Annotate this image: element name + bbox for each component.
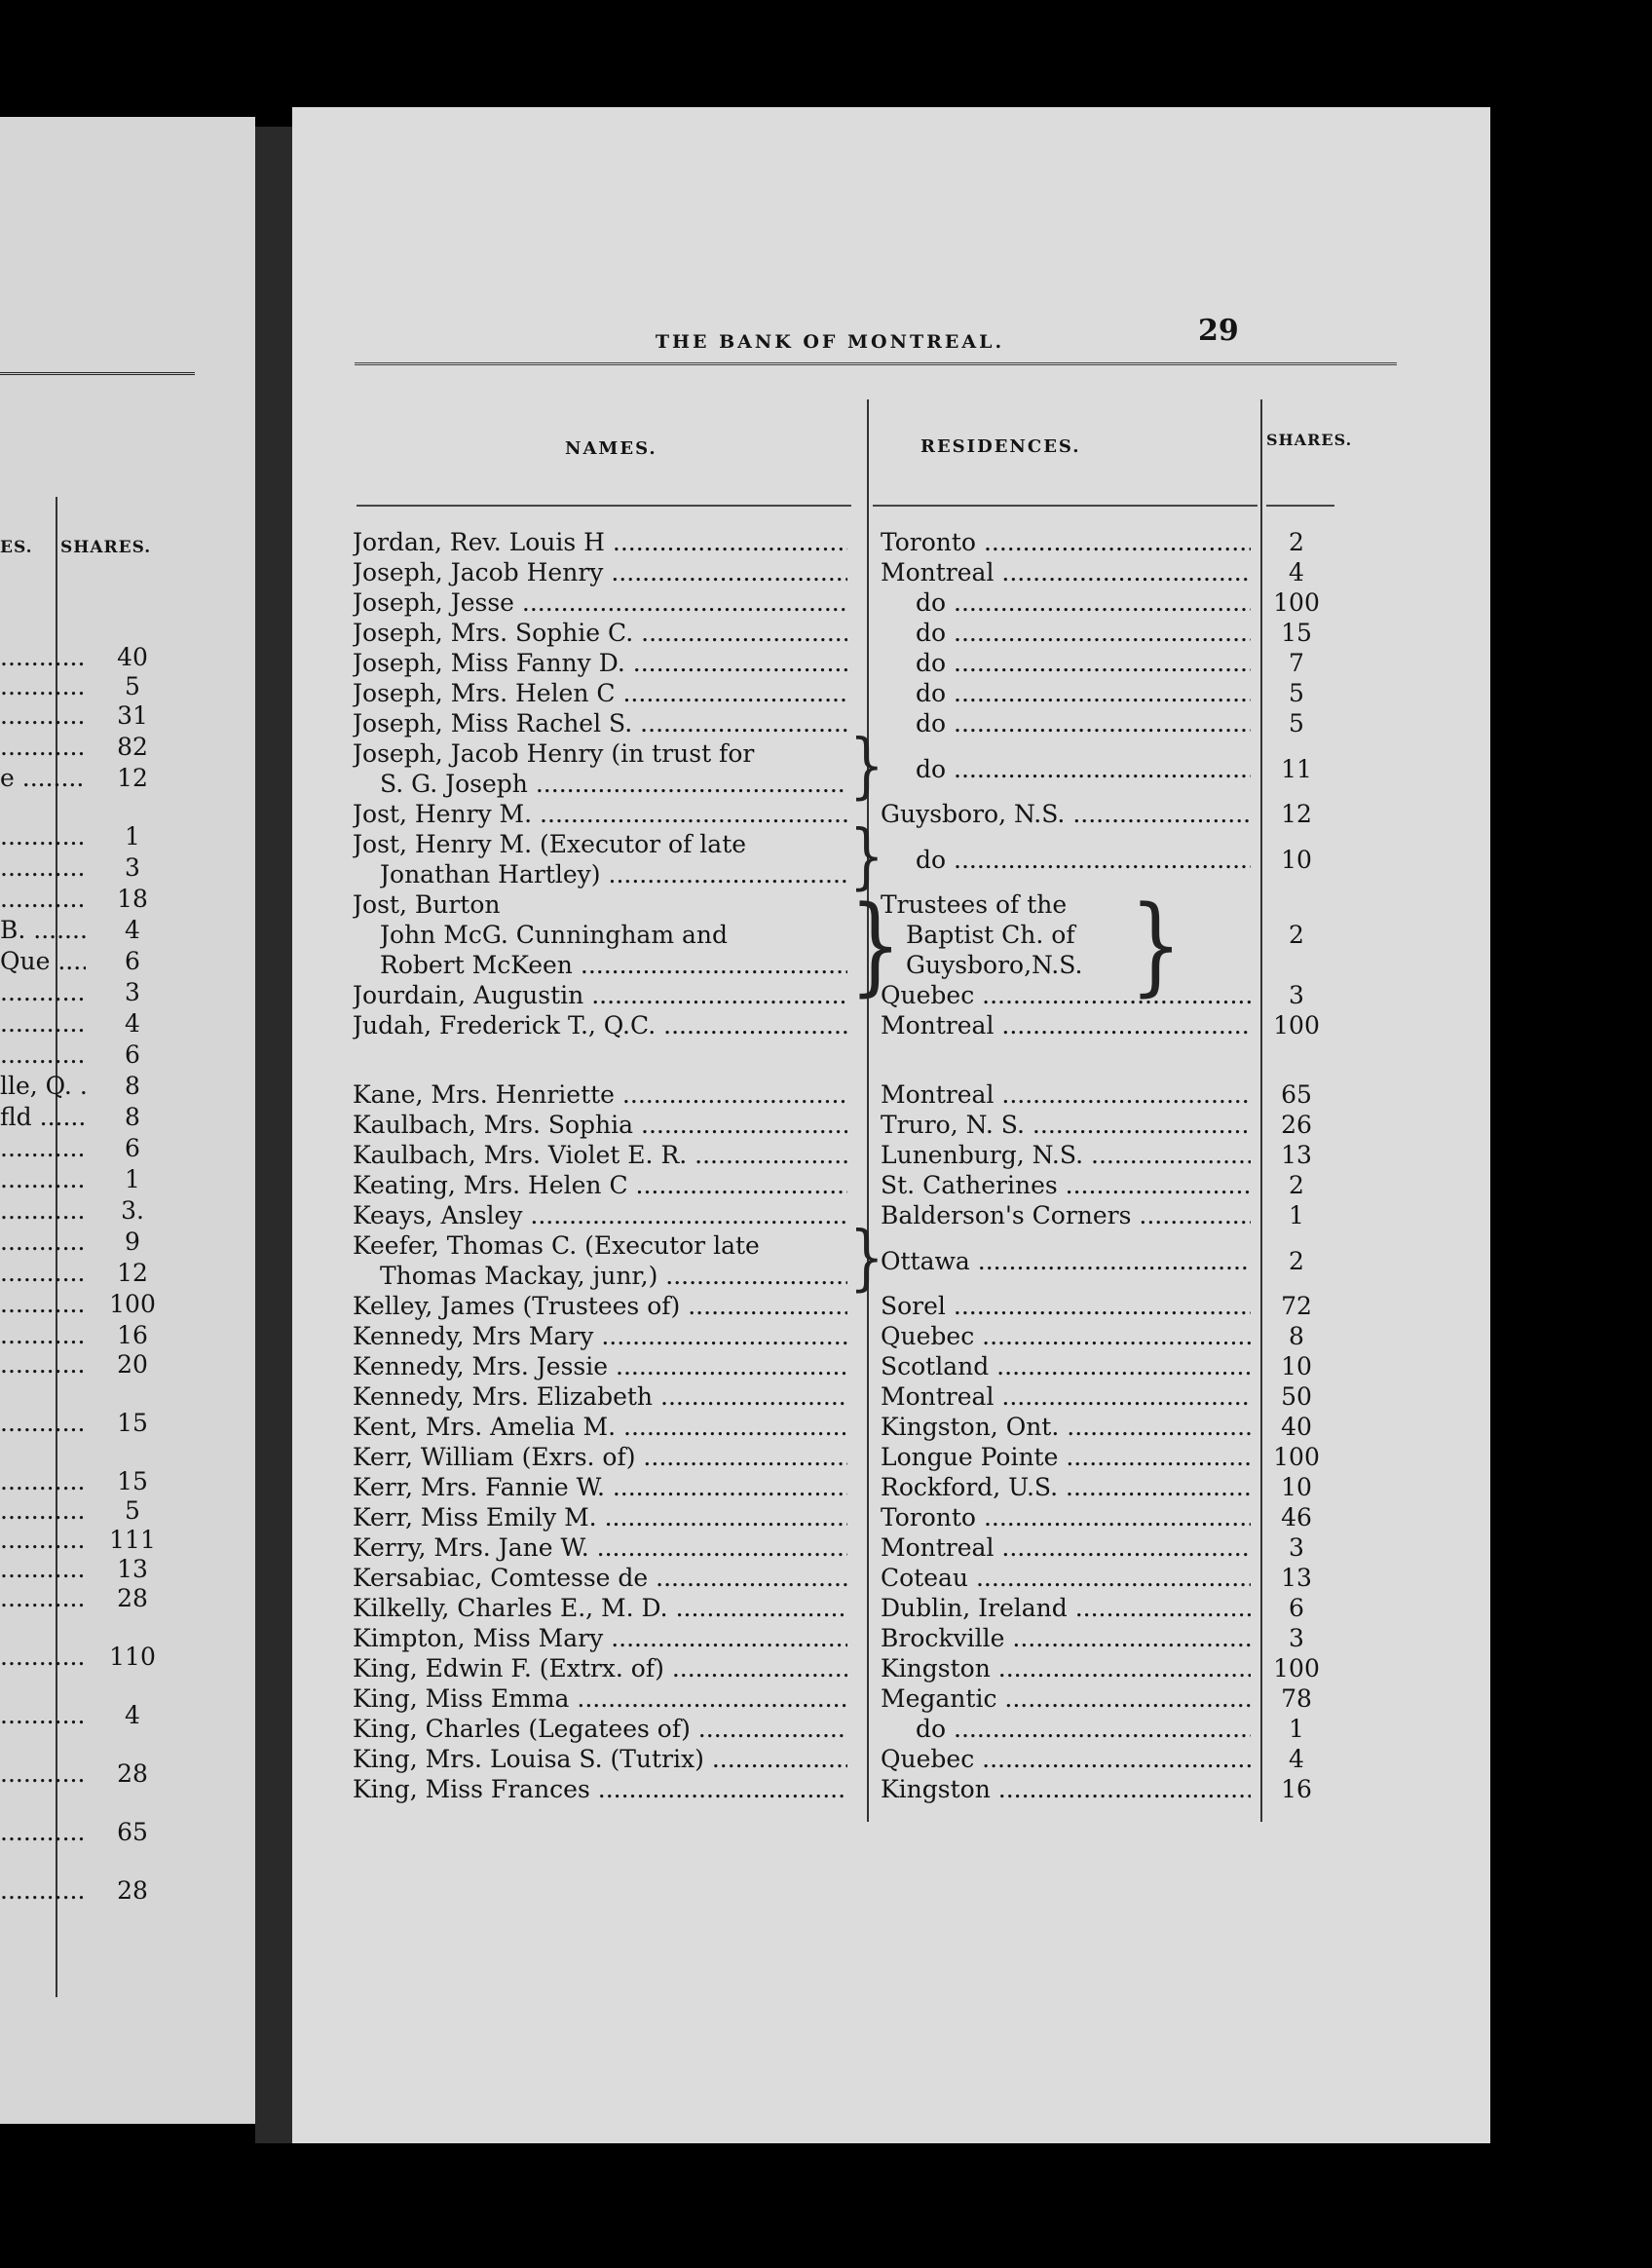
left-row-residence-tail <box>0 853 86 882</box>
entry-shares: 15 <box>1281 619 1312 647</box>
left-row <box>0 1009 195 1039</box>
left-residences-header: ES. <box>0 538 33 557</box>
left-row-residence-tail <box>0 1496 86 1525</box>
left-row-shares: 15 <box>117 1467 148 1495</box>
left-row <box>0 1584 195 1613</box>
left-row-residence-tail <box>0 1321 86 1349</box>
left-row <box>0 764 195 793</box>
entry-residence: Montreal ..... <box>881 558 1251 586</box>
left-row-residence-tail <box>0 1350 86 1379</box>
left-row <box>0 1134 195 1163</box>
entry-shares: 3 <box>1289 981 1304 1009</box>
entry-name: Kane, Mrs. Henriette ..... <box>353 1080 847 1109</box>
left-row-shares: 3. <box>121 1196 144 1225</box>
table-row <box>292 1141 1344 1171</box>
entry-name-continued: John McG. Cunningham and <box>380 921 728 949</box>
entry-name: Kerr, William (Exrs. of) ..... <box>353 1443 847 1471</box>
entry-residence: Longue Pointe ..... <box>881 1443 1251 1471</box>
brace-icon: } <box>849 815 884 898</box>
left-row-shares: 6 <box>125 947 140 975</box>
entry-residence: Sorel ..... <box>881 1292 1251 1320</box>
left-row-residence-tail: e ..... <box>0 764 86 792</box>
table-row <box>292 1775 1344 1805</box>
left-shares-header: SHARES. <box>60 538 152 557</box>
left-row-shares: 28 <box>117 1759 148 1788</box>
entry-residence: do ..... <box>916 619 1251 647</box>
left-row-shares: 4 <box>125 916 140 944</box>
table-row <box>292 725 1344 808</box>
table-row <box>292 1473 1344 1503</box>
entry-residence: Montreal ..... <box>881 1382 1251 1411</box>
left-row <box>0 1526 195 1555</box>
entry-residence-continued: Guysboro,N.S. <box>906 951 1083 979</box>
left-page <box>0 117 255 2124</box>
entry-name: Kilkelly, Charles E., M. D. ..... <box>353 1594 847 1622</box>
entry-residence: Quebec ..... <box>881 1745 1251 1773</box>
entry-name: Kent, Mrs. Amelia M. ..... <box>353 1413 847 1441</box>
entry-name: Jost, Henry M. ..... <box>353 800 847 828</box>
left-row-residence-tail <box>0 978 86 1006</box>
table-row <box>292 619 1344 649</box>
left-row <box>0 1496 195 1526</box>
left-row-residence-tail <box>0 1584 86 1612</box>
entry-residence: Scotland ..... <box>881 1352 1251 1380</box>
entry-shares: 100 <box>1273 1011 1320 1040</box>
entry-name: Keays, Ansley ..... <box>353 1201 847 1229</box>
entry-residence: Montreal ..... <box>881 1533 1251 1562</box>
left-row-shares: 6 <box>125 1134 140 1162</box>
table-row <box>292 1322 1344 1352</box>
left-row <box>0 1350 195 1380</box>
left-row <box>0 1876 195 1906</box>
entry-shares: 2 <box>1289 1171 1304 1199</box>
left-row-residence-tail <box>0 1759 86 1788</box>
shares-header-rule <box>1266 505 1334 507</box>
entry-shares: 100 <box>1273 588 1320 617</box>
left-row <box>0 885 195 914</box>
left-row-residence-tail <box>0 1409 86 1437</box>
entry-residence-continued: Baptist Ch. of <box>906 921 1075 949</box>
left-row-shares: 40 <box>117 643 148 671</box>
left-row-residence-tail <box>0 822 86 850</box>
left-row-shares: 9 <box>125 1228 140 1256</box>
entry-name-continued: S. G. Joseph ..... <box>380 770 847 798</box>
entry-residence: Coteau ..... <box>881 1564 1251 1592</box>
left-top-rule <box>0 372 195 375</box>
entry-shares: 50 <box>1281 1382 1312 1411</box>
entry-name: King, Miss Emma ..... <box>353 1684 847 1713</box>
entry-shares: 100 <box>1273 1654 1320 1682</box>
running-head: THE BANK OF MONTREAL. <box>655 331 1005 353</box>
left-row <box>0 853 195 883</box>
names-header-rule <box>357 505 851 507</box>
left-row-shares: 100 <box>109 1290 156 1318</box>
left-row <box>0 1259 195 1288</box>
entry-name: Joseph, Jacob Henry (in trust for <box>353 739 755 768</box>
entry-name: Joseph, Jacob Henry ..... <box>353 558 847 586</box>
left-row-residence-tail <box>0 1165 86 1193</box>
entry-residence: do ..... <box>916 588 1251 617</box>
left-row-residence-tail <box>0 1876 86 1905</box>
table-row <box>292 1292 1344 1322</box>
entry-name: King, Miss Frances ..... <box>353 1775 847 1803</box>
entry-name-continued: Robert McKeen ..... <box>380 951 847 979</box>
left-row-residence-tail <box>0 733 86 761</box>
entry-shares: 46 <box>1281 1503 1312 1531</box>
left-row-residence-tail <box>0 1555 86 1583</box>
left-row-shares: 31 <box>117 701 148 730</box>
table-row <box>292 709 1344 739</box>
left-row <box>0 1409 195 1438</box>
entry-residence: Kingston ..... <box>881 1654 1251 1682</box>
left-row <box>0 1321 195 1350</box>
left-row-residence-tail: Que ..... <box>0 947 86 975</box>
left-row-shares: 8 <box>125 1072 140 1100</box>
entry-shares: 6 <box>1289 1594 1304 1622</box>
names-header: NAMES. <box>565 438 657 459</box>
left-row-shares: 5 <box>125 1496 140 1525</box>
table-row <box>292 1533 1344 1564</box>
left-row-shares: 13 <box>117 1555 148 1583</box>
left-row-shares: 28 <box>117 1876 148 1905</box>
entry-name: Keating, Mrs. Helen C ..... <box>353 1171 847 1199</box>
entry-shares: 2 <box>1289 528 1304 556</box>
left-row-residence-tail <box>0 643 86 671</box>
left-row-residence-tail: fld ..... <box>0 1103 86 1131</box>
entry-name: Joseph, Miss Fanny D. ..... <box>353 649 847 677</box>
entry-name: Kersabiac, Comtesse de ..... <box>353 1564 847 1592</box>
residences-header-rule <box>873 505 1258 507</box>
table-row <box>292 1745 1344 1775</box>
entry-name: Judah, Frederick T., Q.C. ..... <box>353 1011 847 1040</box>
table-row <box>292 1171 1344 1201</box>
entry-residence: Lunenburg, N.S. ..... <box>881 1141 1251 1169</box>
entry-residence: Montreal ..... <box>881 1080 1251 1109</box>
entry-residence: Trustees of the <box>881 890 1068 919</box>
entry-shares: 3 <box>1289 1533 1304 1562</box>
entry-shares: 10 <box>1281 1352 1312 1380</box>
left-row-residence-tail <box>0 1467 86 1495</box>
left-row-residence-tail <box>0 1526 86 1554</box>
entry-shares: 1 <box>1289 1201 1304 1229</box>
left-row <box>0 1643 195 1672</box>
shares-header: SHARES. <box>1266 431 1353 449</box>
entry-shares: 3 <box>1289 1624 1304 1652</box>
entry-name: Kelley, James (Trustees of) ..... <box>353 1292 847 1320</box>
left-row-shares: 16 <box>117 1321 148 1349</box>
entry-residence: do ..... <box>916 846 1251 874</box>
left-row-residence-tail <box>0 885 86 913</box>
entry-shares: 5 <box>1289 709 1304 737</box>
table-row <box>292 679 1344 709</box>
left-row-shares: 3 <box>125 853 140 882</box>
entry-residence: do ..... <box>916 755 1251 783</box>
left-row-residence-tail <box>0 701 86 730</box>
entry-residence: Toronto ..... <box>881 528 1251 556</box>
entry-shares: 65 <box>1281 1080 1312 1109</box>
left-row-shares: 4 <box>125 1009 140 1038</box>
entry-residence: do ..... <box>916 1715 1251 1743</box>
left-row <box>0 1072 195 1101</box>
entry-name: Joseph, Jesse ..... <box>353 588 847 617</box>
table-row <box>292 1443 1344 1473</box>
entry-shares: 1 <box>1289 1715 1304 1743</box>
entry-residence: Guysboro, N.S. ..... <box>881 800 1251 828</box>
entry-name: Kerr, Mrs. Fannie W. ..... <box>353 1473 847 1501</box>
entry-residence: Rockford, U.S. ..... <box>881 1473 1251 1501</box>
entry-name: Joseph, Mrs. Sophie C. ..... <box>353 619 847 647</box>
entry-name: Joseph, Mrs. Helen C ..... <box>353 679 847 707</box>
brace-icon: } <box>849 1217 884 1300</box>
table-row <box>292 558 1344 588</box>
entry-name: Kerry, Mrs. Jane W. ..... <box>353 1533 847 1562</box>
left-row-shares: 3 <box>125 978 140 1006</box>
left-row <box>0 733 195 762</box>
left-row-shares: 1 <box>125 822 140 850</box>
table-row <box>292 1201 1344 1231</box>
entry-residence: Ottawa ..... <box>881 1247 1251 1275</box>
entry-name: Keefer, Thomas C. (Executor late <box>353 1231 760 1260</box>
entry-shares: 5 <box>1289 679 1304 707</box>
entry-shares: 26 <box>1281 1111 1312 1139</box>
table-row <box>292 815 1344 898</box>
left-row <box>0 822 195 851</box>
table-row <box>292 649 1344 679</box>
left-row <box>0 1290 195 1319</box>
left-row-shares: 12 <box>117 764 148 792</box>
entry-name: Jordan, Rev. Louis H ..... <box>353 528 847 556</box>
entry-shares: 7 <box>1289 649 1304 677</box>
entry-residence: Truro, N. S. ..... <box>881 1111 1251 1139</box>
entry-shares: 13 <box>1281 1141 1312 1169</box>
entry-name: Kennedy, Mrs. Elizabeth ..... <box>353 1382 847 1411</box>
entry-residence: St. Catherines ..... <box>881 1171 1251 1199</box>
left-row <box>0 672 195 701</box>
table-row <box>292 1684 1344 1715</box>
entry-name: King, Edwin F. (Extrx. of) ..... <box>353 1654 847 1682</box>
left-row-residence-tail <box>0 1228 86 1256</box>
entry-name: Kennedy, Mrs Mary ..... <box>353 1322 847 1350</box>
entry-residence: Montreal ..... <box>881 1011 1251 1040</box>
left-row <box>0 643 195 672</box>
entry-shares: 10 <box>1281 846 1312 874</box>
left-row-shares: 8 <box>125 1103 140 1131</box>
left-row-shares: 4 <box>125 1701 140 1729</box>
entry-shares: 2 <box>1289 921 1304 949</box>
left-row <box>0 701 195 731</box>
left-row-shares: 82 <box>117 733 148 761</box>
entry-residence: Quebec ..... <box>881 1322 1251 1350</box>
entry-name-continued: Jonathan Hartley) ..... <box>380 860 847 888</box>
left-row <box>0 1228 195 1257</box>
entry-shares: 16 <box>1281 1775 1312 1803</box>
left-row-residence-tail: B. ..... <box>0 916 86 944</box>
table-row <box>292 800 1344 830</box>
entry-name: King, Mrs. Louisa S. (Tutrix) ..... <box>353 1745 847 1773</box>
left-row-shares: 110 <box>109 1643 156 1671</box>
entry-residence: Brockville ..... <box>881 1624 1251 1652</box>
left-row <box>0 1196 195 1226</box>
left-row-residence-tail <box>0 1643 86 1671</box>
left-row <box>0 1701 195 1730</box>
page-number: 29 <box>1198 314 1239 348</box>
table-row <box>292 588 1344 619</box>
entry-residence: do ..... <box>916 709 1251 737</box>
entry-residence: Balderson's Corners ..... <box>881 1201 1251 1229</box>
table-row <box>292 528 1344 558</box>
left-row-residence-tail: lle, Q. ..... <box>0 1072 86 1100</box>
left-row-shares: 20 <box>117 1350 148 1379</box>
left-row-residence-tail <box>0 1290 86 1318</box>
entry-name: Joseph, Miss Rachel S. ..... <box>353 709 847 737</box>
entry-name: Kaulbach, Mrs. Violet E. R. ..... <box>353 1141 847 1169</box>
entry-residence: Kingston, Ont. ..... <box>881 1413 1251 1441</box>
left-row <box>0 1040 195 1070</box>
table-row <box>292 1624 1344 1654</box>
left-row <box>0 916 195 945</box>
left-row-shares: 18 <box>117 885 148 913</box>
left-row <box>0 1103 195 1132</box>
table-row <box>292 1382 1344 1413</box>
left-row-shares: 15 <box>117 1409 148 1437</box>
entry-shares: 4 <box>1289 1745 1304 1773</box>
entry-shares: 72 <box>1281 1292 1312 1320</box>
table-row <box>292 1413 1344 1443</box>
left-row <box>0 1759 195 1789</box>
left-row <box>0 947 195 976</box>
entry-shares: 10 <box>1281 1473 1312 1501</box>
residences-header: RESIDENCES. <box>920 436 1081 457</box>
entry-shares: 8 <box>1289 1322 1304 1350</box>
table-row <box>292 1111 1344 1141</box>
left-row-shares: 111 <box>109 1526 156 1554</box>
brace-icon: } <box>1130 883 1183 1007</box>
entry-name: Jost, Henry M. (Executor of late <box>353 830 747 858</box>
left-row-shares: 65 <box>117 1818 148 1846</box>
table-row <box>292 1594 1344 1624</box>
entry-name: King, Charles (Legatees of) ..... <box>353 1715 847 1743</box>
table-row <box>292 1011 1344 1041</box>
table-row <box>292 1503 1344 1533</box>
brace-icon: } <box>849 725 884 808</box>
left-row-shares: 28 <box>117 1584 148 1612</box>
left-row-shares: 1 <box>125 1165 140 1193</box>
left-row-shares: 12 <box>117 1259 148 1287</box>
entry-name: Kennedy, Mrs. Jessie ..... <box>353 1352 847 1380</box>
entry-residence: Megantic ..... <box>881 1684 1251 1713</box>
entry-shares: 4 <box>1289 558 1304 586</box>
entry-shares: 78 <box>1281 1684 1312 1713</box>
left-row-residence-tail <box>0 672 86 700</box>
brace-icon: } <box>849 883 902 1007</box>
left-row-residence-tail <box>0 1701 86 1729</box>
entry-residence: do ..... <box>916 649 1251 677</box>
left-row <box>0 1818 195 1847</box>
entry-residence: Dublin, Ireland ..... <box>881 1594 1251 1622</box>
left-row-residence-tail <box>0 1040 86 1069</box>
right-page <box>292 107 1490 2143</box>
entry-name: Kimpton, Miss Mary ..... <box>353 1624 847 1652</box>
entry-name: Kaulbach, Mrs. Sophia ..... <box>353 1111 847 1139</box>
entry-shares: 100 <box>1273 1443 1320 1471</box>
table-row <box>292 981 1344 1011</box>
table-row <box>292 1654 1344 1684</box>
left-row <box>0 978 195 1007</box>
entry-shares: 12 <box>1281 800 1312 828</box>
left-row-residence-tail <box>0 1818 86 1846</box>
table-row <box>292 1352 1344 1382</box>
entry-name-continued: Thomas Mackay, junr,) ..... <box>380 1262 847 1290</box>
entry-name: Jourdain, Augustin ..... <box>353 981 847 1009</box>
entry-name: Jost, Burton <box>353 890 501 919</box>
table-row <box>292 1715 1344 1745</box>
table-row <box>292 1564 1344 1594</box>
entry-shares: 40 <box>1281 1413 1312 1441</box>
left-row <box>0 1467 195 1496</box>
table-row <box>292 1217 1344 1300</box>
left-row-residence-tail <box>0 1196 86 1225</box>
left-row-shares: 6 <box>125 1040 140 1069</box>
left-row <box>0 1165 195 1194</box>
top-rule <box>355 362 1397 365</box>
entry-shares: 2 <box>1289 1247 1304 1275</box>
left-row <box>0 1555 195 1584</box>
entry-shares: 13 <box>1281 1564 1312 1592</box>
entry-residence: do ..... <box>916 679 1251 707</box>
left-row-residence-tail <box>0 1259 86 1287</box>
entry-residence: Kingston ..... <box>881 1775 1251 1803</box>
entry-residence: Toronto ..... <box>881 1503 1251 1531</box>
entry-residence: Quebec ..... <box>881 981 1251 1009</box>
left-row-residence-tail <box>0 1009 86 1038</box>
entry-shares: 11 <box>1281 755 1312 783</box>
left-row-shares: 5 <box>125 672 140 700</box>
entry-name: Kerr, Miss Emily M. ..... <box>353 1503 847 1531</box>
left-row-residence-tail <box>0 1134 86 1162</box>
table-row <box>292 1080 1344 1111</box>
